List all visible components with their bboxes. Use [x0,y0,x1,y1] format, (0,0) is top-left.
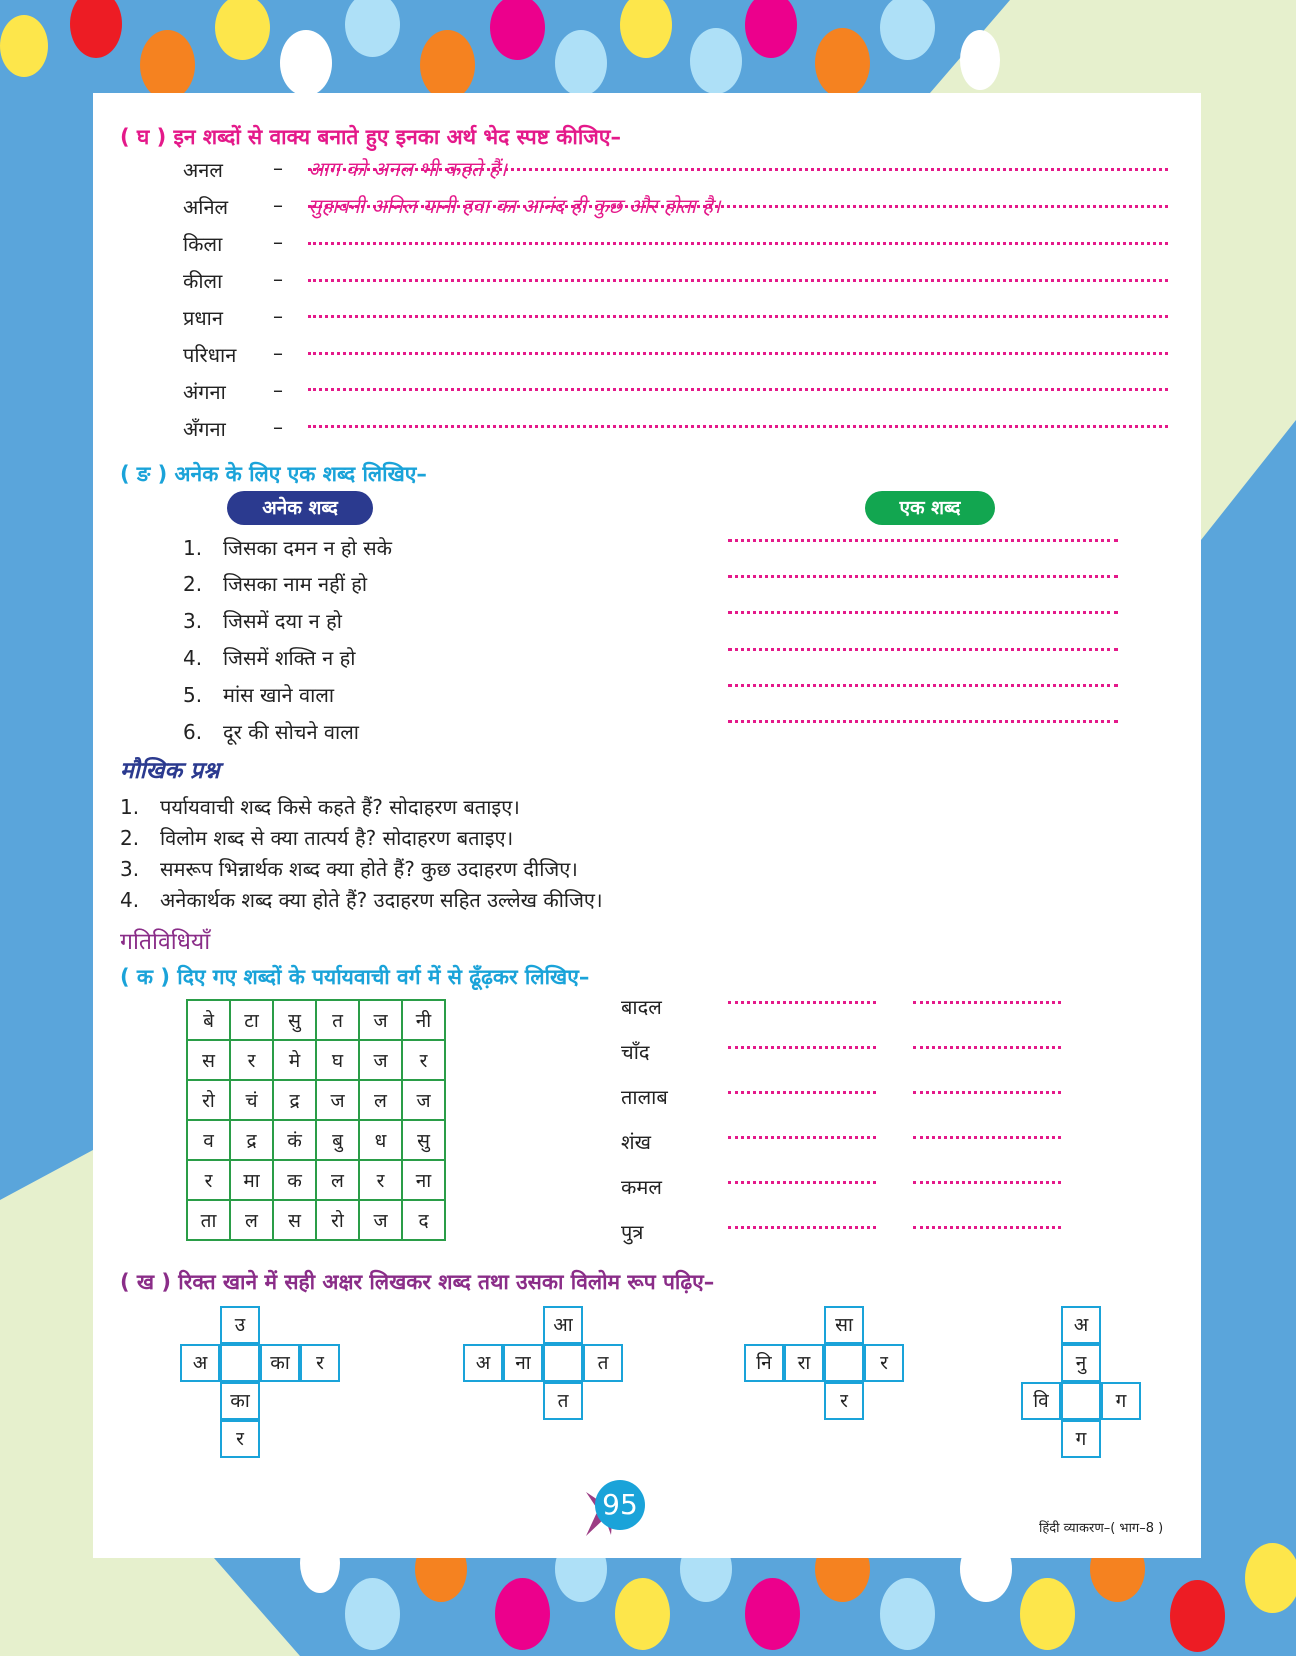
gh-word-7: अंगना [183,380,226,404]
gh-answer-line-5[interactable] [308,315,1168,318]
grid-cell: सु [402,1120,445,1160]
grid-cell: ध [359,1120,402,1160]
grid-cell: ता [187,1200,230,1240]
gh-dash: – [273,267,283,291]
synonym-answer-line[interactable] [913,1046,1061,1049]
puzzle-cell: अ [463,1344,503,1382]
puzzle-cell: त [583,1344,623,1382]
grid-cell: ज [402,1080,445,1120]
ng-answer-line-6[interactable] [728,720,1118,723]
gh-answer-line-7[interactable] [308,388,1168,391]
puzzle-cell: ग [1101,1382,1141,1420]
grid-cell: रो [187,1080,230,1120]
puzzle-cell: नु [1061,1344,1101,1382]
grid-cell: त [316,1000,359,1040]
section-ng-heading: ( ङ ) अनेक के लिए एक शब्द लिखिए– [120,462,427,486]
book-title-footer: हिंदी व्याकरण–( भाग–8 ) [1039,1521,1164,1536]
grid-cell: टा [230,1000,273,1040]
puzzle-cell: अ [1061,1306,1101,1344]
synonym-word-5: कमल [621,1175,662,1199]
one-word-pill: एक शब्द [865,491,995,525]
gh-word-8: अँगना [183,417,226,441]
synonym-word-4: शंख [621,1130,651,1154]
grid-cell: द [402,1200,445,1240]
puzzle-cell: ना [503,1344,543,1382]
grid-cell: र [230,1040,273,1080]
puzzle-cell: आ [543,1306,583,1344]
puzzle-cell: अ [180,1344,220,1382]
gh-word-3: किला [183,232,223,256]
synonym-word-1: बादल [621,995,662,1019]
gh-answer-1: आग को अनल भी कहते हैं। [308,157,507,181]
grid-cell: र [359,1160,402,1200]
gh-dash: – [273,304,283,328]
gh-word-6: परिधान [183,343,237,367]
oral-item-1: 1. पर्यायवाची शब्द किसे कहते हैं? सोदाहरण बताइए। [120,795,520,819]
grid-cell: नी [402,1000,445,1040]
puzzle-cell: र [864,1344,904,1382]
oral-item-2: 2. विलोम शब्द से क्या तात्पर्य है? सोदाहरण बताइए। [120,826,514,850]
grid-cell: क [273,1160,316,1200]
grid-cell: रो [316,1200,359,1240]
gh-word-1: अनल [183,158,223,182]
synonym-answer-line[interactable] [913,1181,1061,1184]
grid-cell: र [187,1160,230,1200]
grid-cell: स [187,1040,230,1080]
grid-cell: ज [316,1080,359,1120]
ng-answer-line-2[interactable] [728,575,1118,578]
puzzle-cell: ग [1061,1420,1101,1458]
synonym-answer-line[interactable] [728,1181,876,1184]
worksheet-page [93,93,1201,1558]
activity-kha-heading: ( ख ) रिक्त खाने में सही अक्षर लिखकर शब्द तथा उसका विलोम रूप पढ़िए– [120,1270,715,1294]
synonym-answer-line[interactable] [728,1136,876,1139]
grid-cell: ल [316,1160,359,1200]
grid-cell: ल [230,1200,273,1240]
synonym-word-6: पुत्र [621,1220,644,1244]
gh-dash: – [273,378,283,402]
gh-answer-line-3[interactable] [308,242,1168,245]
grid-cell: मा [230,1160,273,1200]
synonym-answer-line[interactable] [728,1091,876,1094]
ng-item-6: 6. दूर की सोचने वाला [183,720,359,744]
gh-dash: – [273,230,283,254]
puzzle-blank-cell[interactable] [543,1344,583,1382]
synonym-answer-line[interactable] [913,1226,1061,1229]
synonym-answer-line[interactable] [728,1001,876,1004]
gh-dash: – [273,156,283,180]
synonym-answer-line[interactable] [913,1136,1061,1139]
puzzle-cell: नि [744,1344,784,1382]
gh-word-2: अनिल [183,195,229,219]
ng-answer-line-5[interactable] [728,684,1118,687]
activity-ka-heading: ( क ) दिए गए शब्दों के पर्यायवाची वर्ग में से ढूँढ़कर लिखिए– [120,965,590,989]
puzzle-cell: का [220,1382,260,1420]
puzzle-blank-cell[interactable] [220,1344,260,1382]
grid-cell: सु [273,1000,316,1040]
puzzle-cell: वि [1021,1382,1061,1420]
grid-cell: बे [187,1000,230,1040]
ng-answer-line-1[interactable] [728,539,1118,542]
grid-cell: र [402,1040,445,1080]
gh-dash: – [273,341,283,365]
puzzle-blank-cell[interactable] [1061,1382,1101,1420]
ng-item-1: 1. जिसका दमन न हो सके [183,536,392,560]
oral-questions-heading: मौखिक प्रश्न [120,758,220,784]
puzzle-cell: उ [220,1306,260,1344]
synonym-word-2: चाँद [621,1040,650,1064]
puzzle-cell: र [300,1344,340,1382]
grid-cell: द्र [230,1120,273,1160]
puzzle-blank-cell[interactable] [824,1344,864,1382]
grid-cell: बु [316,1120,359,1160]
top-dots-decoration [0,0,1296,93]
grid-cell: कं [273,1120,316,1160]
gh-answer-line-1[interactable] [308,168,1168,171]
grid-cell: ना [402,1160,445,1200]
synonym-word-3: तालाब [621,1085,668,1109]
gh-word-4: कीला [183,269,223,293]
ng-item-2: 2. जिसका नाम नहीं हो [183,572,368,596]
gh-word-5: प्रधान [183,306,223,330]
grid-cell: द्र [273,1080,316,1120]
ng-item-3: 3. जिसमें दया न हो [183,609,342,633]
grid-cell: ज [359,1200,402,1240]
grid-cell: चं [230,1080,273,1120]
ng-answer-line-3[interactable] [728,611,1118,614]
ng-item-5: 5. मांस खाने वाला [183,683,335,707]
puzzle-cell: सा [824,1306,864,1344]
page-number-badge [583,1480,653,1540]
synonym-answer-line[interactable] [913,1001,1061,1004]
oral-item-4: 4. अनेकार्थक शब्द क्या होते हैं? उदाहरण सहित उल्लेख कीजिए। [120,888,603,912]
grid-cell: मे [273,1040,316,1080]
gh-dash: – [273,415,283,439]
puzzle-cell: का [260,1344,300,1382]
gh-answer-line-8[interactable] [308,425,1168,428]
ng-item-4: 4. जिसमें शक्ति न हो [183,646,356,670]
gh-answer-line-2[interactable] [308,205,1168,208]
grid-cell: ज [359,1040,402,1080]
gh-dash: – [273,193,283,217]
ng-answer-line-4[interactable] [728,648,1118,651]
activities-heading: गतिविधियाँ [120,929,211,955]
grid-cell: स [273,1200,316,1240]
grid-cell: ज [359,1000,402,1040]
oral-item-3: 3. समरूप भिन्नार्थक शब्द क्या होते हैं? कुछ उदाहरण दीजिए। [120,857,578,881]
synonym-answer-line[interactable] [728,1226,876,1229]
gh-answer-line-6[interactable] [308,352,1168,355]
puzzle-cell: त [543,1382,583,1420]
grid-cell: घ [316,1040,359,1080]
puzzle-cell: र [220,1420,260,1458]
many-words-pill: अनेक शब्द [227,491,373,525]
synonym-answer-line[interactable] [728,1046,876,1049]
gh-answer-2: सुहावनी अनिल यानी हवा का आनंद ही कुछ और होता है। [308,194,721,218]
puzzle-cell: रा [784,1344,824,1382]
grid-cell: ल [359,1080,402,1120]
grid-cell: व [187,1120,230,1160]
word-search-grid [186,999,446,1241]
bottom-dots-decoration [0,1558,1296,1656]
section-gh-heading: ( घ ) इन शब्दों से वाक्य बनाते हुए इनका अर्थ भेद स्पष्ट कीजिए– [120,125,621,149]
gh-answer-line-4[interactable] [308,279,1168,282]
synonym-answer-line[interactable] [913,1091,1061,1094]
page-number: 95 [595,1480,645,1530]
puzzle-cell: र [824,1382,864,1420]
